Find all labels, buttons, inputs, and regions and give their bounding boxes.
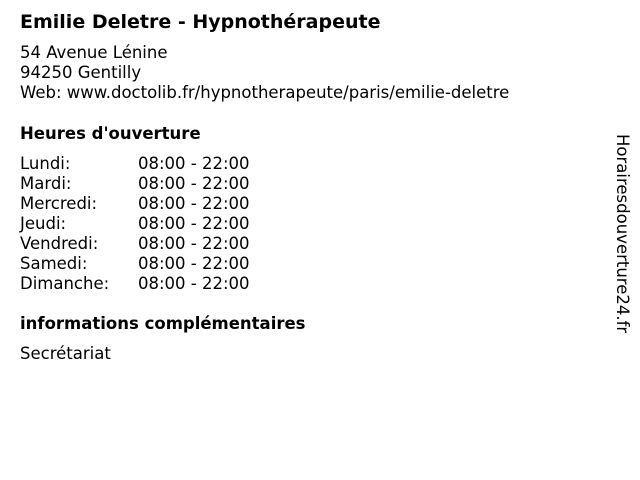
opening-hours-list: [20, 154, 280, 294]
day-label: Jeudi:: [20, 214, 67, 233]
day-label: Mardi:: [20, 174, 72, 193]
time-range: 08:00 - 22:00: [138, 174, 250, 193]
time-range: 08:00 - 22:00: [138, 254, 250, 273]
hours-row-wednesday: [20, 194, 280, 214]
business-title: Emilie Deletre - Hypnothérapeute: [20, 11, 381, 33]
additional-info-heading: informations complémentaires: [20, 314, 306, 333]
time-range: 08:00 - 22:00: [138, 274, 250, 293]
day-label: Samedi:: [20, 254, 88, 273]
day-label: Dimanche:: [20, 274, 110, 293]
time-range: 08:00 - 22:00: [138, 214, 250, 233]
address-city: 94250 Gentilly: [20, 63, 142, 82]
day-label: Vendredi:: [20, 234, 99, 253]
day-label: Mercredi:: [20, 194, 98, 213]
opening-hours-heading: Heures d'ouverture: [20, 124, 201, 143]
hours-row-friday: [20, 234, 280, 254]
hours-row-thursday: [20, 214, 280, 234]
additional-info-text: Secrétariat: [20, 344, 111, 363]
time-range: 08:00 - 22:00: [138, 194, 250, 213]
address-block: [20, 43, 509, 103]
address-street: 54 Avenue Lénine: [20, 43, 168, 62]
time-range: 08:00 - 22:00: [138, 154, 250, 173]
time-range: 08:00 - 22:00: [138, 234, 250, 253]
hours-row-sunday: [20, 274, 280, 294]
website-text: Web: www.doctolib.fr/hypnotherapeute/paris/emilie-deletre: [20, 83, 510, 102]
hours-row-tuesday: [20, 174, 280, 194]
hours-row-saturday: [20, 254, 280, 274]
day-label: Lundi:: [20, 154, 71, 173]
site-watermark: Horairesdouverture24.fr: [613, 134, 632, 334]
hours-row-monday: [20, 154, 280, 174]
